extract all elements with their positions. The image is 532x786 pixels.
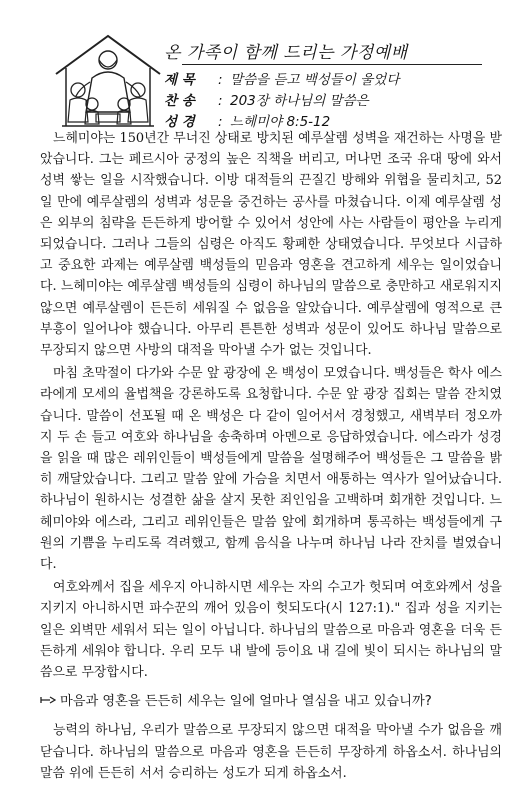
info-colon: : (218, 114, 223, 130)
title-underline (182, 64, 482, 65)
reflection-question (40, 691, 502, 712)
info-value: 203장 하나님의 말씀은 (230, 93, 369, 109)
info-value: 말씀을 듣고 백성들이 울었다 (230, 72, 400, 88)
service-info (164, 70, 399, 133)
family-at-home-illustration (52, 30, 164, 130)
info-row-hymn (164, 91, 399, 112)
question-text: 마음과 영혼을 든든히 세우는 일에 얼마나 열심을 내고 있습니까? (60, 694, 432, 710)
body-paragraph: 여호와께서 집을 세우지 아니하시면 세우는 자의 수고가 헛되며 여호와께서 성을 지키지 아니하시면 파수꾼의 깨어 있음이 헛되도다(시 127:1)." 집과 성을 지키는 일은 외벽만 세워서 되는 일이 아닙니다. 하나님의 말씀으로 마음과 영혼을 더욱 든든하게 세워야 합니다. 우리 모두 내 발에 등이요 내 길에 빛이 되시는 하나님의 말씀으로 무장합시다. (40, 580, 502, 681)
body-paragraph: 느헤미야는 150년간 무너진 상태로 방치된 예루살렘 성벽을 재건하는 사명을 받았습니다. 그는 페르시아 궁정의 높은 직책을 버리고, 머나먼 조국 유대 땅에 와서 성벽 쌓는 일을 시작했습니다. 이방 대적들의 끈질긴 방해와 위협을 물리치고, 52일 만에 예루살렘의 성벽과 성문을 중건하는 공사를 마쳤습니다. 이제 예루살렘 성은 외부의 침략을 든든하게 방어할 수 있어서 성안에 사는 사람들이 평안을 누리게 되었습니다. 그러나 그들의 심령은 아직도 황폐한 상태였습니다. 무엇보다 시급하고 중요한 과제는 예루살렘 백성들의 믿음과 영혼을 견고하게 세우는 일이었습니다. 느헤미야는 예루살렘 백성들의 심령이 하나님의 말씀으로 충만하고 새로워지지 않으면 예루살렘이 든든히 세워질 수 없음을 알았습니다. 예루살렘에 영적으로 큰 부흥이 일어나야 했습니다. 아무리 튼튼한 성벽과 성문이 있어도 하나님 말씀으로 무장되지 않으면 사방의 대적을 막아낼 수가 없는 것입니다. (40, 131, 502, 359)
info-row-subject (164, 70, 399, 91)
page-title: 온 가족이 함께 드리는 가정예배 (164, 43, 408, 63)
info-label: 제 목 (164, 72, 195, 88)
prayer-paragraph: 능력의 하나님, 우리가 말씀으로 무장되지 않으면 대적을 막아낼 수가 없음을 깨닫습니다. 하나님의 말씀으로 마음과 영혼을 든든히 무장하게 하옵소서. 하나님의 말씀 위에 든든히 서서 승리하는 성도가 되게 하옵소서. (40, 723, 502, 781)
info-colon: : (218, 72, 223, 88)
page-header (52, 26, 492, 130)
info-value: 느헤미야 8:5-12 (230, 114, 331, 130)
info-label: 찬 송 (164, 93, 195, 109)
info-label: 성 경 (164, 114, 195, 130)
info-colon: : (218, 93, 223, 109)
body-paragraph: 마침 초막절이 다가와 수문 앞 광장에 온 백성이 모였습니다. 백성들은 학사 에스라에게 모세의 율법책을 강론하도록 요청합니다. 수문 앞 광장 집회는 말씀 잔치였습니다. 말씀이 선포될 때 온 백성은 다 같이 일어서서 경청했고, 새벽부터 정오까지 두 손 들고 여호와 하나님을 송축하며 아멘으로 응답하였습니다. 에스라가 성경을 읽을 때 많은 레위인들이 백성들에게 말씀을 설명해주어 백성들은 그 말씀을 밝히 깨달았습니다. 그리고 말씀 앞에 가슴을 치면서 애통하는 역사가 일어났습니다. 하나님이 원하시는 성결한 삶을 살지 못한 죄인임을 고백하며 회개한 것입니다. 느헤미야와 에스라, 그리고 레위인들은 말씀 앞에 회개하며 통곡하는 백성들에게 구원의 기쁨을 누리도록 격려했고, 함께 음식을 나누며 하나님 나라 잔치를 벌였습니다. (40, 366, 502, 573)
sermon-body (40, 128, 502, 786)
pointing-hand-icon (40, 691, 56, 712)
